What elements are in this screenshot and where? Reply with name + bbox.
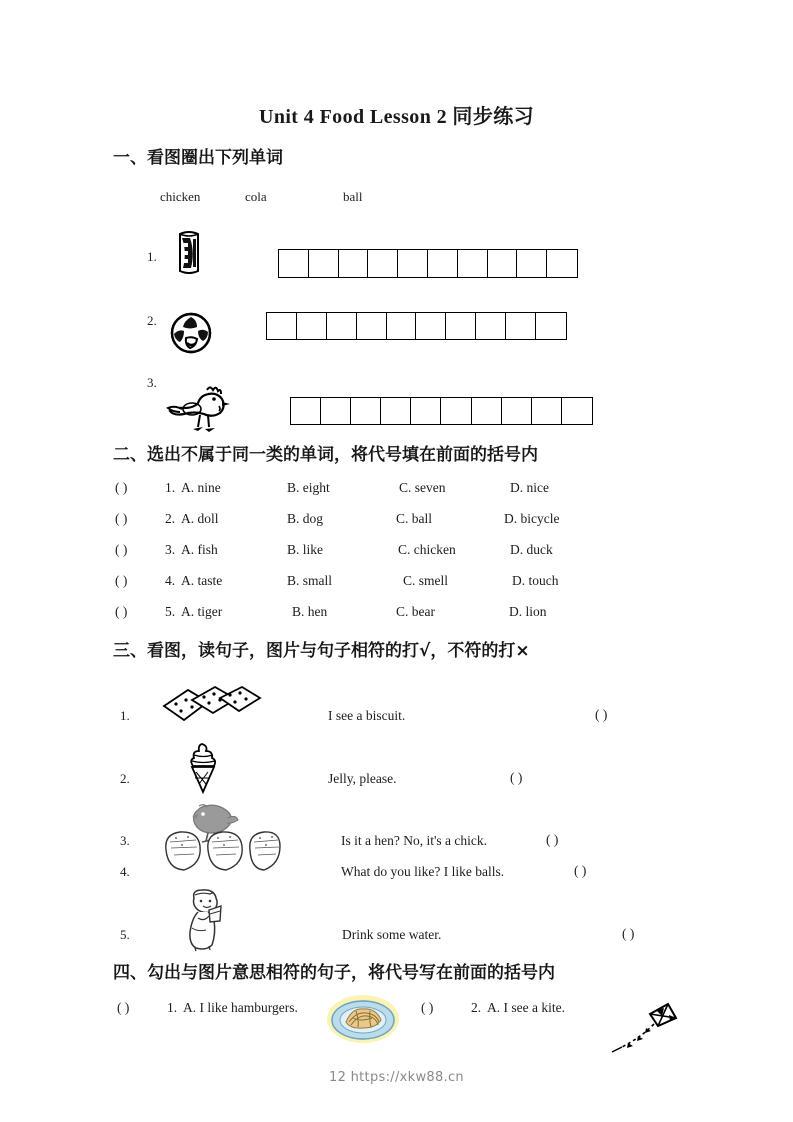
- section-two-heading: 二、选出不属于同一类的单词，将代号填在前面的括号内: [113, 445, 538, 465]
- item-number: 3.: [147, 375, 157, 390]
- option-b[interactable]: B. small: [287, 573, 333, 588]
- answer-bracket[interactable]: ( ): [115, 573, 128, 588]
- option-a[interactable]: A. I like hamburgers.: [183, 1000, 298, 1015]
- answer-bracket[interactable]: ( ): [421, 1000, 434, 1015]
- option-d[interactable]: D. lion: [509, 604, 547, 619]
- section-one-heading: 一、看图圈出下列单词: [113, 148, 283, 168]
- question-number: 5.: [165, 604, 176, 619]
- option-a[interactable]: A. doll: [181, 511, 219, 526]
- ice-cream-cone-icon: [186, 742, 220, 799]
- option-d[interactable]: D. bicycle: [504, 511, 560, 526]
- option-c[interactable]: C. chicken: [398, 542, 456, 557]
- word-bank-item-cola: cola: [245, 189, 267, 204]
- question-number: 4.: [165, 573, 176, 588]
- biscuits-icon: [160, 684, 264, 731]
- option-a[interactable]: A. taste: [181, 573, 223, 588]
- answer-grid-1[interactable]: [278, 249, 578, 278]
- question-number: 2.: [471, 1000, 482, 1015]
- option-c[interactable]: C. seven: [399, 480, 446, 495]
- word-bank-item-chicken: chicken: [160, 189, 201, 204]
- hen-icon: [160, 383, 232, 440]
- sentence: What do you like? I like balls.: [341, 864, 505, 879]
- page-footer: 12 https://xkw88.cn: [329, 1070, 464, 1085]
- option-b[interactable]: B. hen: [292, 604, 328, 619]
- sentence: Drink some water.: [342, 927, 442, 942]
- answer-bracket[interactable]: ( ): [117, 1000, 130, 1015]
- cola-can-icon: [172, 230, 206, 281]
- option-d[interactable]: D. nice: [510, 480, 549, 495]
- answer-bracket[interactable]: ( ): [115, 511, 128, 526]
- option-c[interactable]: C. bear: [396, 604, 435, 619]
- answer-bracket[interactable]: ( ): [115, 542, 128, 557]
- answer-bracket[interactable]: ( ): [115, 604, 128, 619]
- option-b[interactable]: B. like: [287, 542, 323, 557]
- soccer-ball-icon: [170, 312, 212, 359]
- word-bank-item-ball: ball: [343, 189, 363, 204]
- answer-bracket[interactable]: ( ): [622, 926, 635, 941]
- answer-grid-3[interactable]: [290, 397, 593, 425]
- question-number: 1.: [167, 1000, 178, 1015]
- option-a[interactable]: A. nine: [181, 480, 221, 495]
- answer-bracket[interactable]: ( ): [595, 707, 608, 722]
- option-a[interactable]: A. I see a kite.: [487, 1000, 565, 1015]
- option-b[interactable]: B. dog: [287, 511, 324, 526]
- item-number: 3.: [120, 833, 130, 848]
- noodles-plate-icon: [326, 994, 400, 1049]
- section-three-heading: 三、看图，读句子，图片与句子相符的打√，不符的打×: [113, 641, 530, 661]
- sentence: Jelly, please.: [328, 771, 397, 786]
- kite-icon: [606, 998, 682, 1061]
- section-four-heading: 四、勾出与图片意思相符的句子，将代号写在前面的括号内: [113, 963, 555, 983]
- item-number: 1.: [120, 708, 130, 723]
- question-number: 2.: [165, 511, 176, 526]
- question-number: 3.: [165, 542, 176, 557]
- question-number: 1.: [165, 480, 176, 495]
- item-number: 1.: [147, 249, 157, 264]
- option-a[interactable]: A. fish: [181, 542, 218, 557]
- item-number: 4.: [120, 864, 130, 879]
- option-c[interactable]: C. smell: [403, 573, 449, 588]
- option-a[interactable]: A. tiger: [181, 604, 223, 619]
- option-d[interactable]: D. duck: [510, 542, 553, 557]
- sentence: Is it a hen? No, it's a chick.: [341, 833, 488, 848]
- boy-drinking-icon: [176, 888, 236, 957]
- option-b[interactable]: B. eight: [287, 480, 330, 495]
- answer-bracket[interactable]: ( ): [510, 770, 523, 785]
- page-title: Unit 4 Food Lesson 2 同步练习: [258, 106, 535, 128]
- item-number: 5.: [120, 927, 130, 942]
- answer-bracket[interactable]: ( ): [546, 832, 559, 847]
- breads-icon: [160, 826, 282, 879]
- sentence: I see a biscuit.: [328, 708, 406, 723]
- option-c[interactable]: C. ball: [396, 511, 432, 526]
- option-d[interactable]: D. touch: [512, 573, 559, 588]
- answer-bracket[interactable]: ( ): [574, 863, 587, 878]
- answer-grid-2[interactable]: [266, 312, 567, 340]
- item-number: 2.: [120, 771, 130, 786]
- answer-bracket[interactable]: ( ): [115, 480, 128, 495]
- item-number: 2.: [147, 313, 157, 328]
